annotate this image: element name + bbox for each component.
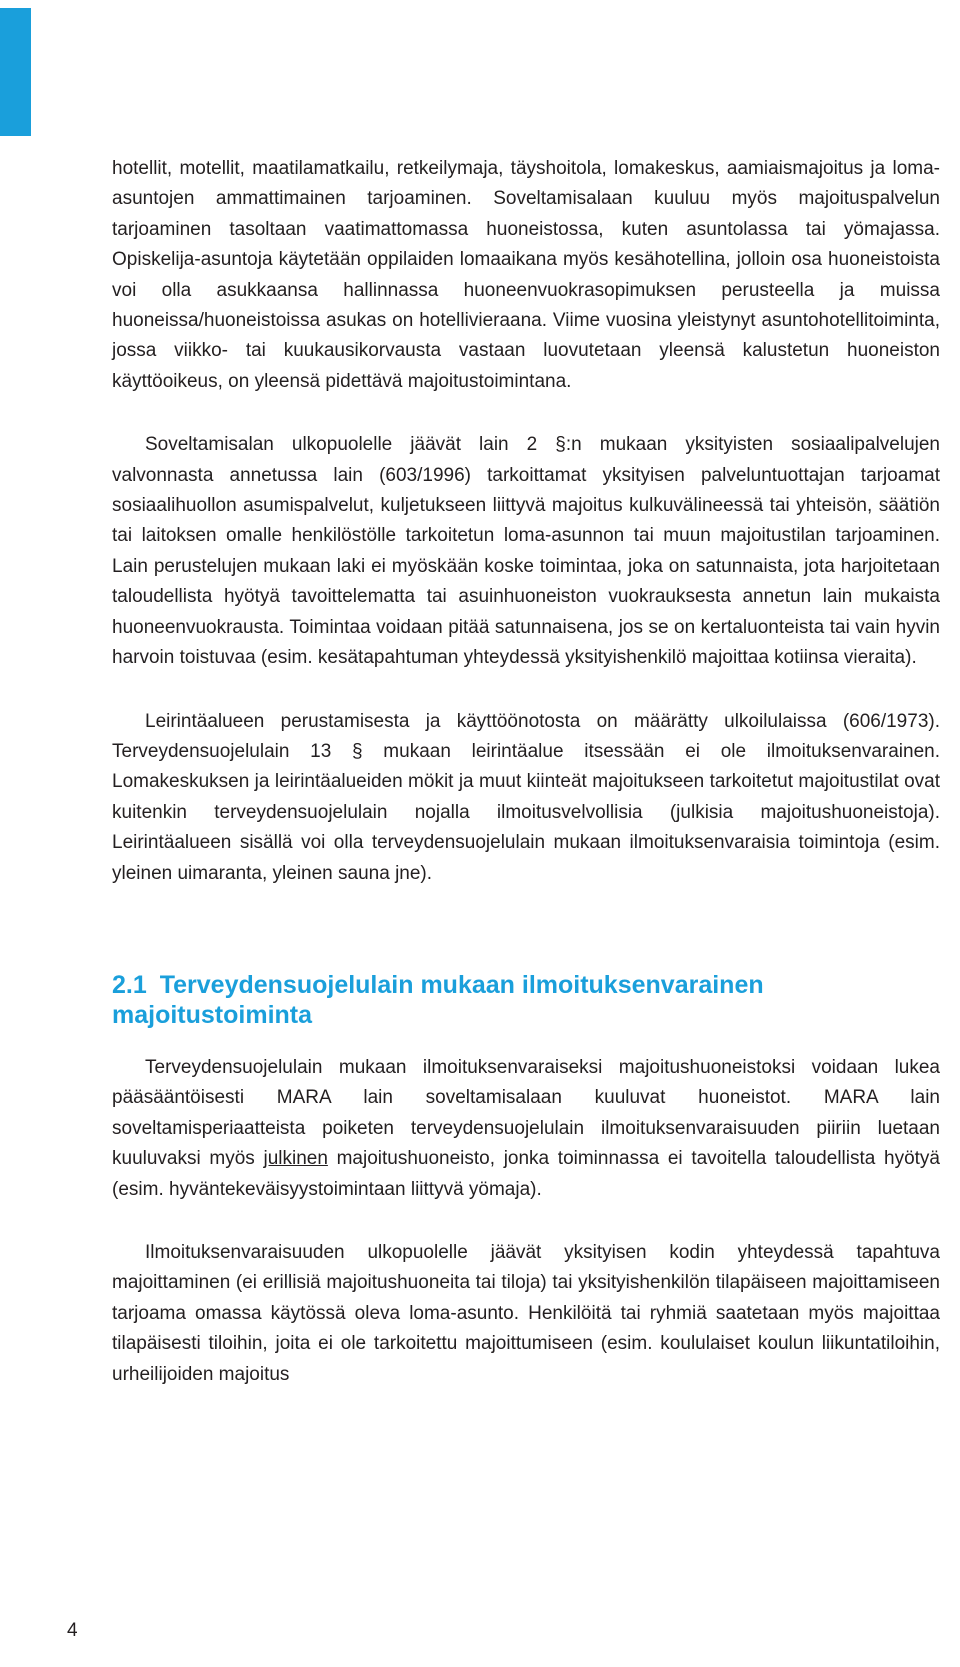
paragraph-4 bbox=[112, 1053, 940, 1205]
underlined-word: julkinen bbox=[263, 1148, 328, 1170]
section-heading bbox=[112, 970, 940, 1030]
paragraph-4-text-end: majoitushuoneisto, jonka toiminnassa ei tavoitella taloudellista hyötyä (esim. hyväntekeväisyystoimintaan liittyvä yömaja). bbox=[112, 1148, 940, 1200]
section-title: Terveydensuojelulain mukaan ilmoituksenvarainen majoitustoiminta bbox=[112, 970, 764, 1029]
paragraph-3: Leirintäalueen perustamisesta ja käyttöönotosta on määrätty ulkoilulaissa (606/1973). Terveydensuojelulain 13 § mukaan leirintäalue itsessään ei ole ilmoituksenvarainen. Lomakeskuksen ja leirintäalueiden mökit ja muut kiinteät majoitukseen tarkoitetut majoitustilat ovat kuitenkin terveydensuojelulain nojalla ilmoitusvelvollisia (julkisia majoitushuoneistoja). Leirintäalueen sisällä voi olla terveydensuojelulain mukaan ilmoituksenvaraisia toimintoja (esim. yleinen uimaranta, yleinen sauna jne). bbox=[112, 710, 940, 884]
paragraph-2: Soveltamisalan ulkopuolelle jäävät lain 2 §:n mukaan yksityisten sosiaalipalvelujen valvonnasta annetussa lain (603/1996) tarkoittamat yksityisen palveluntuottajan tarjoamat sosiaalihuollon asumispalvelut, kuljetukseen liittyvä majoitus kulkuvälineessä tai yhteisön, säätiön tai laitoksen omalle henkilöstölle tarkoitetun loma-asunnon tai muun majoitustilan tarjoaminen. Lain perustelujen mukaan laki ei myöskään koske toimintaa, joka on satunnaista, jota harjoitetaan taloudellista hyötyä tavoittelematta tai asuinhuoneiston vuokrauksesta annetun lain mukaista huoneenvuokrausta. Toimintaa voidaan pitää satunnaisena, jos se on kertaluonteista tai vain hyvin harvoin toistuvaa (esim. kesätapahtuman yhteydessä yksityishenkilö majoittaa kotiinsa vieraita). bbox=[112, 434, 940, 669]
paragraph-1: hotellit, motellit, maatilamatkailu, retkeilymaja, täyshoitola, lomakeskus, aamiaismajoitus ja loma-asuntojen ammattimainen tarjoaminen. Soveltamisalaan kuuluu myös majoituspalvelun tarjoaminen tasoltaan vaatimattomassa huoneistossa, kuten asuntolassa tai yömajassa. Opiskelija-asuntoja käytetään oppilaiden lomaaikana myös kesähotellina, jolloin osa huoneistoista voi olla asukkaansa hallinnassa huoneenvuokrasopimuksen perusteella ja muissa huoneissa/huoneistoissa asukas on hotellivieraana. Viime vuosina yleistynyt asuntohotellitoiminta, jossa viikko- tai kuukausikorvausta vastaan luovutetaan yleensä kalustetun huoneiston käyttöoikeus, on yleensä pidettävä majoitustoimintana. bbox=[112, 158, 940, 392]
paragraph-5: Ilmoituksenvaraisuuden ulkopuolelle jäävät yksityisen kodin yhteydessä tapahtuva majoittaminen (ei erillisiä majoitushuoneita tai tiloja) tai yksityishenkilön tilapäiseen majoittamiseen tarjoama omassa käytössä oleva loma-asunto. Henkilöitä tai ryhmiä saatetaan myös majoittaa tilapäisesti tiloihin, joita ei ole tarkoitettu majoittumiseen (esim. koululaiset koulun liikuntatiloihin, urheilijoiden majoitus bbox=[112, 1241, 940, 1385]
page-number: 4 bbox=[67, 1620, 78, 1641]
page-body bbox=[112, 154, 940, 1390]
accent-bar bbox=[0, 8, 31, 136]
paragraph-4-text-start: Terveydensuojelulain mukaan ilmoituksenvaraiseksi majoitushuoneistoksi voidaan lukea pääsääntöisesti MARA lain soveltamisalaan kuuluvat huoneistot. MARA lain soveltamisperiaatteista poiketen terveydensuojelulain ilmoituksenvaraisuuden piiriin luetaan kuuluvaksi myös bbox=[112, 1056, 940, 1170]
section-number: 2.1 bbox=[112, 970, 147, 999]
